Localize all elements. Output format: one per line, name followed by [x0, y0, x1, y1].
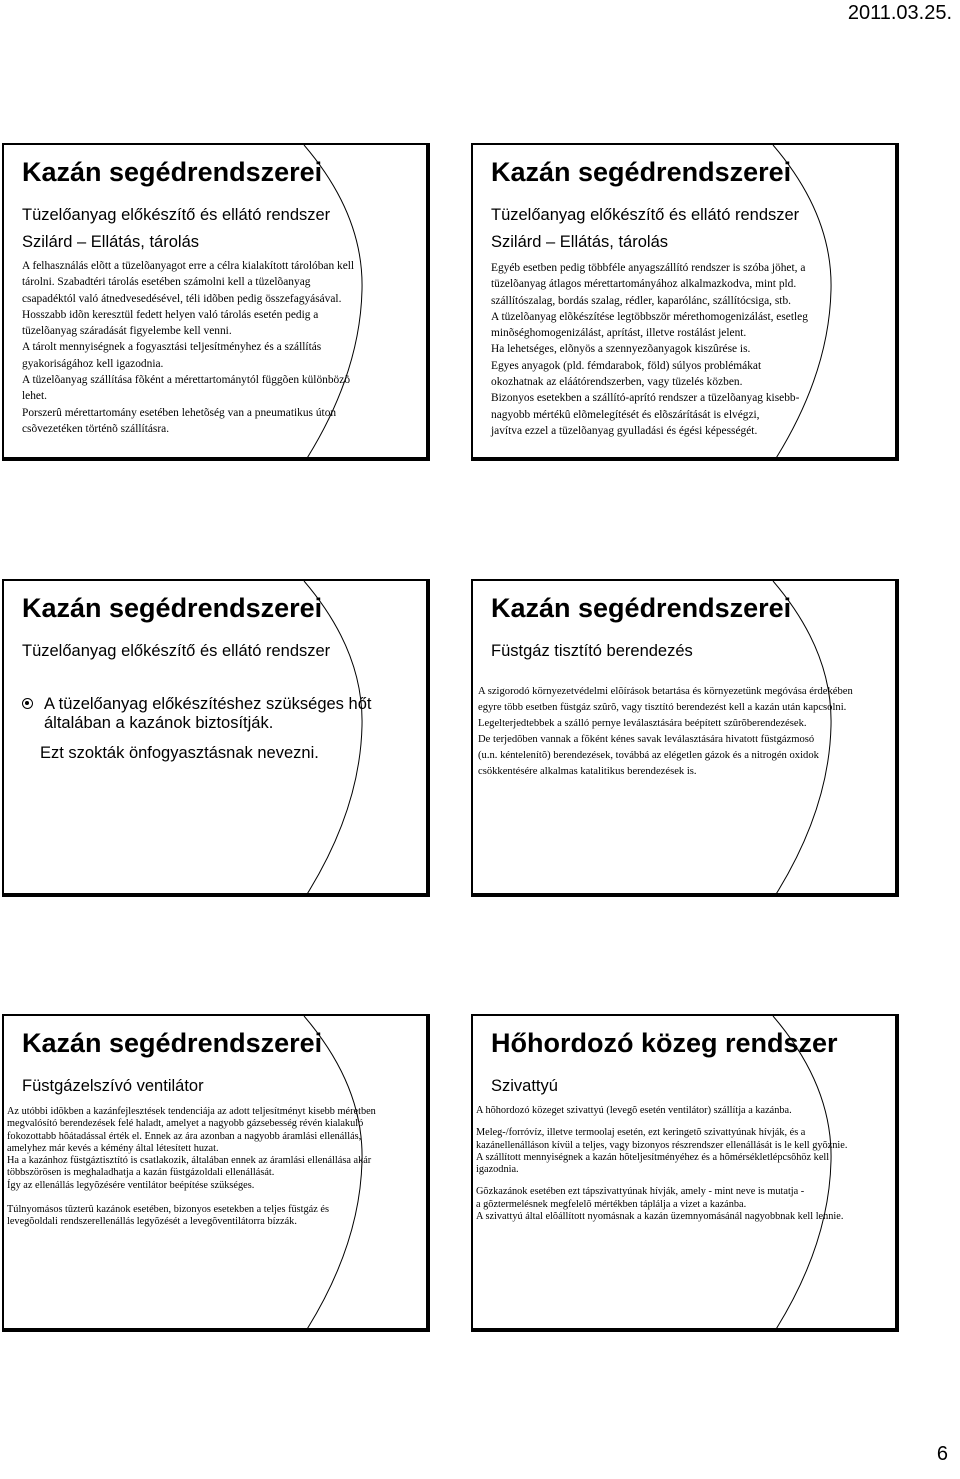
- body-line: A felhasználás elõtt a tüzelõanyagot erre a célra kialakított tárolóban kell: [22, 260, 355, 272]
- slide-1: [2, 143, 430, 461]
- body-line: Hosszabb idõn keresztül fedett helyen való tárolás esetén pedig a: [22, 308, 319, 321]
- body-line: gyakoriságához kell igazodnia.: [22, 357, 164, 370]
- slide-body: [7, 1106, 418, 1229]
- body-line: lehet.: [22, 390, 47, 403]
- body-line: (u.n. kéntelenítõ) berendezések, továbbá az elégetlen gázok és a nitrogén oxidok: [478, 750, 819, 761]
- body-line: nagyobb mértékû elõmelegítését és elõszárítását is elvégzi,: [491, 408, 760, 421]
- body-line: A hõhordozó közeget szivattyú (levegõ esetén ventilátor) szállítja a kazánba.: [476, 1105, 792, 1116]
- body-line: javítva ezzel a tüzelõanyag gyulladási és égési képességét.: [491, 424, 758, 437]
- slide-6: [471, 1014, 899, 1332]
- body-line: [7, 1192, 418, 1204]
- date-stamp: 2011.03.25.: [847, 2, 952, 24]
- bullet-note: Ezt szokták önfogyasztásnak nevezni.: [40, 744, 319, 762]
- body-line: Túlnyomásos tûzterû kazánok esetében, bizonyos esetekben a teljes füstgáz és: [7, 1204, 329, 1216]
- body-line: Ha lehetséges, elõnyös a szennyezõanyagok kiszûrése is.: [491, 343, 751, 356]
- body-line: csõvezetéken történõ szállításra.: [22, 422, 170, 435]
- body-line: [476, 1117, 887, 1127]
- body-line: egyre több esetben füstgáz szûrõ, vagy tisztító berendezést kell a kazán után kapcsolni.: [478, 702, 847, 713]
- body-line: Legelterjedtebbek a szálló pernye leválasztására beépített szûrõberendezések.: [478, 718, 807, 729]
- slide-body: [476, 1105, 887, 1223]
- slide-title: Kazán segédrendszerei: [22, 1028, 323, 1058]
- body-line: A tüzelõanyag elõkészítése legtöbbször mérethomogenizálást, esetleg: [491, 310, 808, 323]
- body-line: Egyéb esetben pedig többféle anyagszállító rendszer is szóba jöhet, a: [491, 262, 806, 274]
- body-line: levegõoldali rendszerellenállás legyõzését a levegõventilátorra bízzák.: [7, 1216, 297, 1228]
- body-line: A szállított mennyiségnek a kazán hõteljesítményéhez és a hõmérsékletlépcsõhöz kell: [476, 1151, 830, 1163]
- body-line: A szigorodó környezetvédelmi elõírások betartása és környezetünk megóvása érdekében: [478, 686, 853, 697]
- slide-subtitle: Tüzelőanyag előkészítő és ellátó rendszer: [22, 642, 331, 660]
- slide-subtitle: Tüzelőanyag előkészítő és ellátó rendszer: [22, 206, 331, 224]
- body-line: kazánellenálláson kívül a teljes, vagy bizonyos részrendszer ellenállását is le kell gyõznie.: [476, 1139, 848, 1151]
- body-line: a gõztermelésnek megfelelõ mértékben táplálja a vizet a kazánba.: [476, 1198, 747, 1210]
- body-line: Az utóbbi idõkben a kazánfejlesztések tendenciája az adott teljesítményt kisebb méretben: [7, 1106, 376, 1117]
- body-line: A szivattyú által elõállított nyomásnak a kazán üzemnyomásánál nagyobbnak kell lennie.: [476, 1211, 844, 1223]
- body-line: fokozottabb hõátadással érték el. Ennek az ára azonban a nagyobb áramlási ellenállás,: [7, 1130, 362, 1142]
- slide-title: Kazán segédrendszerei: [22, 593, 323, 623]
- slide-subtitle: Füstgázelszívó ventilátor: [22, 1077, 204, 1095]
- body-line: amelyhez már kevés a kémény által létesített huzat.: [7, 1142, 219, 1154]
- body-line: okozhatnak az eláátórendszerben, vagy tüzelés közben.: [491, 376, 743, 389]
- body-line: szállítószalag, bordás szalag, rédler, kaparólánc, szállítócsiga, stb.: [491, 294, 792, 307]
- page-number: 6: [936, 1443, 948, 1465]
- slide-subtitle: Füstgáz tisztító berendezés: [491, 642, 693, 660]
- body-line: Így az ellenállás legyõzésére ventilátor beépítése szükséges.: [7, 1179, 255, 1191]
- slide-subtitle-2: Szilárd – Ellátás, tárolás: [491, 233, 668, 251]
- body-line: Porszerû mérettartomány esetében lehetõség van a pneumatikus úton: [22, 406, 337, 419]
- body-line: csapadéktól való átnedvesedésével, téli idõben pedig összefagyásával.: [22, 292, 342, 305]
- body-line: A tüzelõanyag szállítása fõként a mérettartománytól függõen különbözõ: [22, 374, 351, 387]
- slide-body: [22, 258, 418, 437]
- body-line: Bizonyos esetekben a szállító-aprító rendszer a tüzelõanyag kisebb-: [491, 392, 800, 405]
- slide-title: Kazán segédrendszerei: [491, 593, 792, 623]
- slide-body: [491, 260, 887, 439]
- slide-body: [478, 684, 887, 780]
- bullet-list: [22, 695, 371, 763]
- bullet-text-line: általában a kazánok biztosítják.: [44, 714, 274, 732]
- body-line: tüzelõanyag átlagos mérettartományához alkalmazkodva, mint pld.: [491, 278, 797, 291]
- body-line: minõséghomogenizálást, aprítást, illetve rostálást jelent.: [491, 327, 747, 340]
- body-line: [476, 1176, 887, 1186]
- bullet-icon: [22, 695, 38, 733]
- bullet-text-line: A tüzelőanyag előkészítéshez szükséges hőt: [44, 695, 372, 713]
- body-line: tüzelõanyag száradását figyelembe kell venni.: [22, 325, 232, 338]
- body-line: De terjedõben vannak a fõként kénes savak leválasztására hivatott füstgázmosó: [478, 734, 815, 745]
- body-line: Gõzkazánok esetében ezt tápszivattyúnak hívják, amely - mint neve is mutatja -: [476, 1186, 805, 1198]
- slide-title: Kazán segédrendszerei: [22, 157, 323, 187]
- slide-4: [471, 579, 899, 897]
- slide-title: Hőhordozó közeg rendszer: [491, 1028, 838, 1058]
- body-line: Meleg-/forróvíz, illetve termoolaj esetén, ezt keringetõ szivattyúnak hívják, és a: [476, 1127, 806, 1139]
- slide-2: [471, 143, 899, 461]
- slide-title: Kazán segédrendszerei: [491, 157, 792, 187]
- slide-subtitle-2: Szilárd – Ellátás, tárolás: [22, 233, 199, 251]
- body-line: tárolni. Szabadtéri tárolás esetében számolni kell a tüzelõanyag: [22, 276, 311, 289]
- slide-3: [2, 579, 430, 897]
- body-line: megvalósító berendezések felé haladt, amelyet a nagyobb gázsebesség révén kialakuló: [7, 1118, 364, 1130]
- bullet-item: [22, 695, 371, 733]
- slide-5: [2, 1014, 430, 1332]
- body-line: Egyes anyagok (pld. fémdarabok, föld) súlyos problémákat: [491, 359, 762, 372]
- body-line: igazodnia.: [476, 1164, 519, 1176]
- body-line: Ha a kazánhoz füstgáztisztító is csatlakozik, általában ennek az áramlási ellenállása akár: [7, 1155, 372, 1167]
- body-line: csökkentésére alkalmas katalitikus berendezések is.: [478, 766, 697, 777]
- slide-subtitle: Tüzelőanyag előkészítő és ellátó rendszer: [491, 206, 800, 224]
- body-line: többszörösen is meghaladhatja a kazán füstgázoldali ellenállását.: [7, 1167, 275, 1179]
- body-line: A tárolt mennyiségnek a fogyasztási teljesítményhez és a szállítás: [22, 341, 322, 354]
- slide-subtitle: Szivattyú: [491, 1077, 558, 1095]
